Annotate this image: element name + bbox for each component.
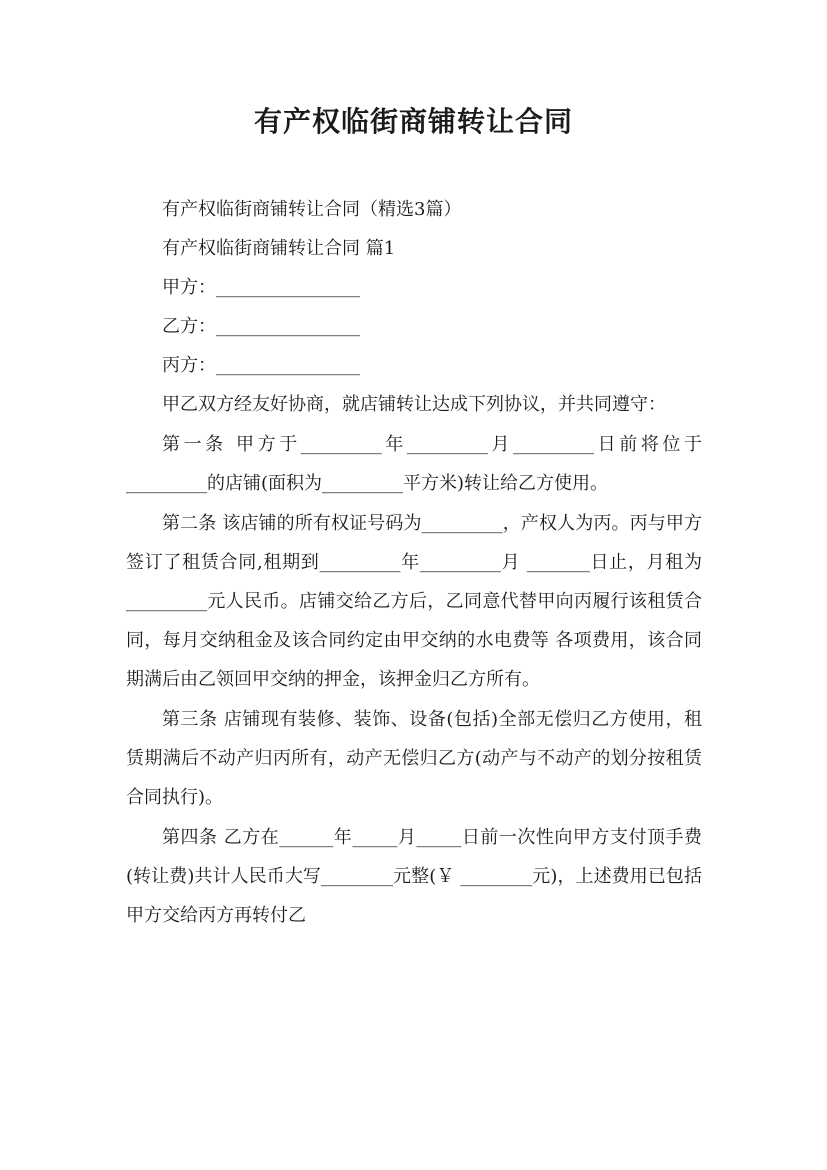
chapter-heading: 有产权临街商铺转让合同 篇1 — [162, 238, 396, 259]
document-subtitle: 有产权临街商铺转让合同（精选3篇） — [162, 199, 462, 220]
document-title: 有产权临街商铺转让合同 — [253, 105, 573, 138]
paragraph-intro: 甲乙双方经友好协商，就店铺转让达成下列协议，并共同遵守： — [162, 394, 666, 415]
paragraph-article-1: 第一条 甲方于_________年_________月_________日前将位于_________的店铺(面积为_________平方米)转让给乙方使用。 — [126, 434, 702, 494]
party-c-line: 丙方：________________ — [162, 355, 360, 376]
paragraph-article-4: 第四条 乙方在______年_____月_____日前一次性向甲方支付顶手费(转让费)共计人民币大写________元整(￥ ________元)，上述费用已包括甲方交给丙方再转付乙 — [126, 827, 702, 926]
party-b-line: 乙方：________________ — [162, 316, 360, 337]
party-a-line: 甲方：________________ — [162, 277, 360, 298]
document-body — [126, 190, 702, 935]
paragraph-article-3: 第三条 店铺现有装修、装饰、设备(包括)全部无偿归乙方使用，租赁期满后不动产归丙所有，动产无偿归乙方(动产与不动产的划分按租赁合同执行)。 — [126, 709, 702, 808]
paragraph-article-2: 第二条 该店铺的所有权证号码为_________，产权人为丙。丙与甲方签订了租赁合同,租期到_________年_________月 _______日止，月租为_________元人民币。店铺交给乙方后，乙同意代替甲向丙履行该租赁合同，每月交纳租金及该合同约定由甲交纳的水电费等 各项费用，该合同期满后由乙领回甲交纳的押金，该押金归乙方所有。 — [126, 513, 702, 690]
